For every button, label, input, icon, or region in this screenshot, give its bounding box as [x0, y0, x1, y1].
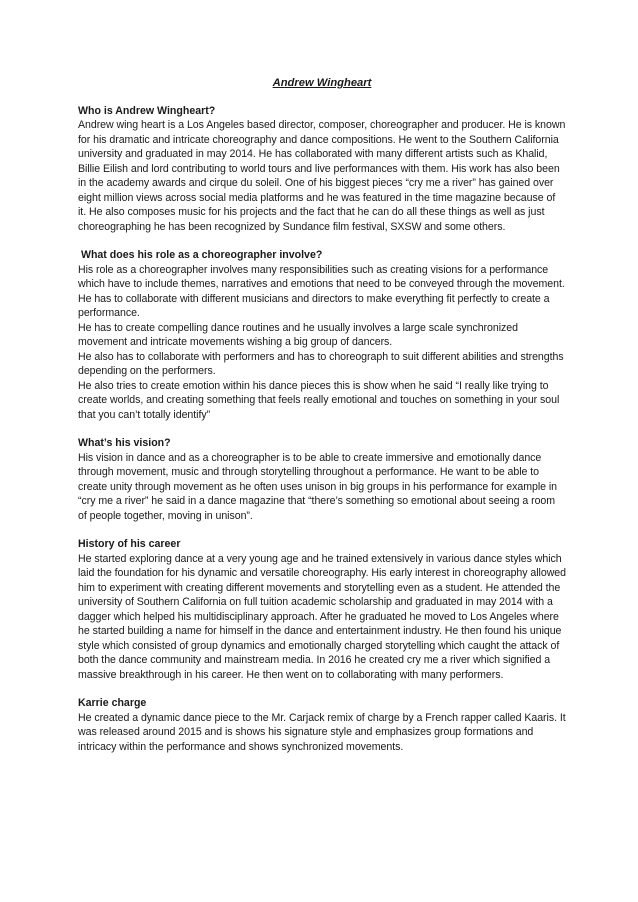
section-who-is — [78, 104, 566, 235]
paragraph: Andrew wing heart is a Los Angeles based director, composer, choreographer and producer. He is known for his dramatic and intricate choreography and dance compositions. He went to the Southern California university and graduated in may 2014. He has collaborated with many different artists such as Khalid, Billie Eilish and lord contributing to world tours and live performances with them. His work has also been in the academy awards and cirque du soleil. One of his biggest pieces “cry me a river” has gained over eight million views across social media platforms and he was featured in the time magazine because of it. He also composes music for his projects and the fact that he can do all these things as well as just choreographing he has been recognized by Sundance film festival, SXSW and some others. — [78, 119, 566, 233]
section-heading: Karrie charge — [78, 697, 147, 709]
document-page — [78, 76, 566, 768]
section-heading: What’s his vision? — [78, 437, 171, 449]
section-history — [78, 537, 566, 682]
paragraph: His vision in dance and as a choreographer is to be able to create immersive and emotionally dance through movement, music and through storytelling throughout a performance. He want to be able to create unity through movement as he often uses unison in big groups in his performance for example in “cry me a river” he said in a dance magazine that “there’s something so emotional about seeing a room of people together, moving in unison”. — [78, 451, 558, 522]
paragraph: He started exploring dance at a very young age and he trained extensively in various dance styles which laid the foundation for his dynamic and versatile choreography. His early interest in choreography allowed him to experiment with creating different movements and storytelling even as a student. He attended the university of Southern California on full tuition academic scholarship and graduated in may 2014 with a dagger which helped his multidisciplinary approach. After he graduated he moved to Los Angeles where he started building a name for himself in the dance and entertainment industry. He then found his unique style which consisted of group dynamics and emotionally charged storytelling which caught the attack of both the dance community and mainstream media. In 2016 he created cry me a river which signified a massive breakthrough in his career. He then went on to collaborating with many performers. — [78, 552, 566, 681]
paragraph: He has to create compelling dance routines and he usually involves a large scale synchronized movement and intricate movements wishing a big group of dancers. — [78, 321, 518, 348]
section-heading: Who is Andrew Wingheart? — [78, 104, 216, 117]
paragraph: He also has to collaborate with performers and has to choreograph to suit different abilities and strengths depending on the performers. — [78, 350, 564, 377]
paragraph: He created a dynamic dance piece to the Mr. Carjack remix of charge by a French rapper called Kaaris. It was released around 2015 and is shows his signature style and emphasizes group formations and intricacy within the performance and shows synchronized movements. — [78, 711, 566, 753]
paragraph: He also tries to create emotion within his dance pieces this is show when he said “I really like trying to create worlds, and creating something that feels really emotional and touches on something in your soul that you can’t totally identify” — [78, 379, 560, 421]
section-heading: History of his career — [78, 538, 181, 550]
section-karrie-charge — [78, 696, 566, 754]
section-role — [78, 248, 566, 422]
paragraph: His role as a choreographer involves many responsibilities such as creating visions for a performance which have to include themes, narratives and emotions that need to be conveyed through the movement. He has to collaborate with different musicians and directors to make everything fit perfectly to create a performance. — [78, 263, 565, 319]
section-vision — [78, 436, 566, 523]
section-heading: What does his role as a choreographer involve? — [78, 249, 323, 261]
document-title: Andrew Wingheart — [272, 77, 372, 89]
